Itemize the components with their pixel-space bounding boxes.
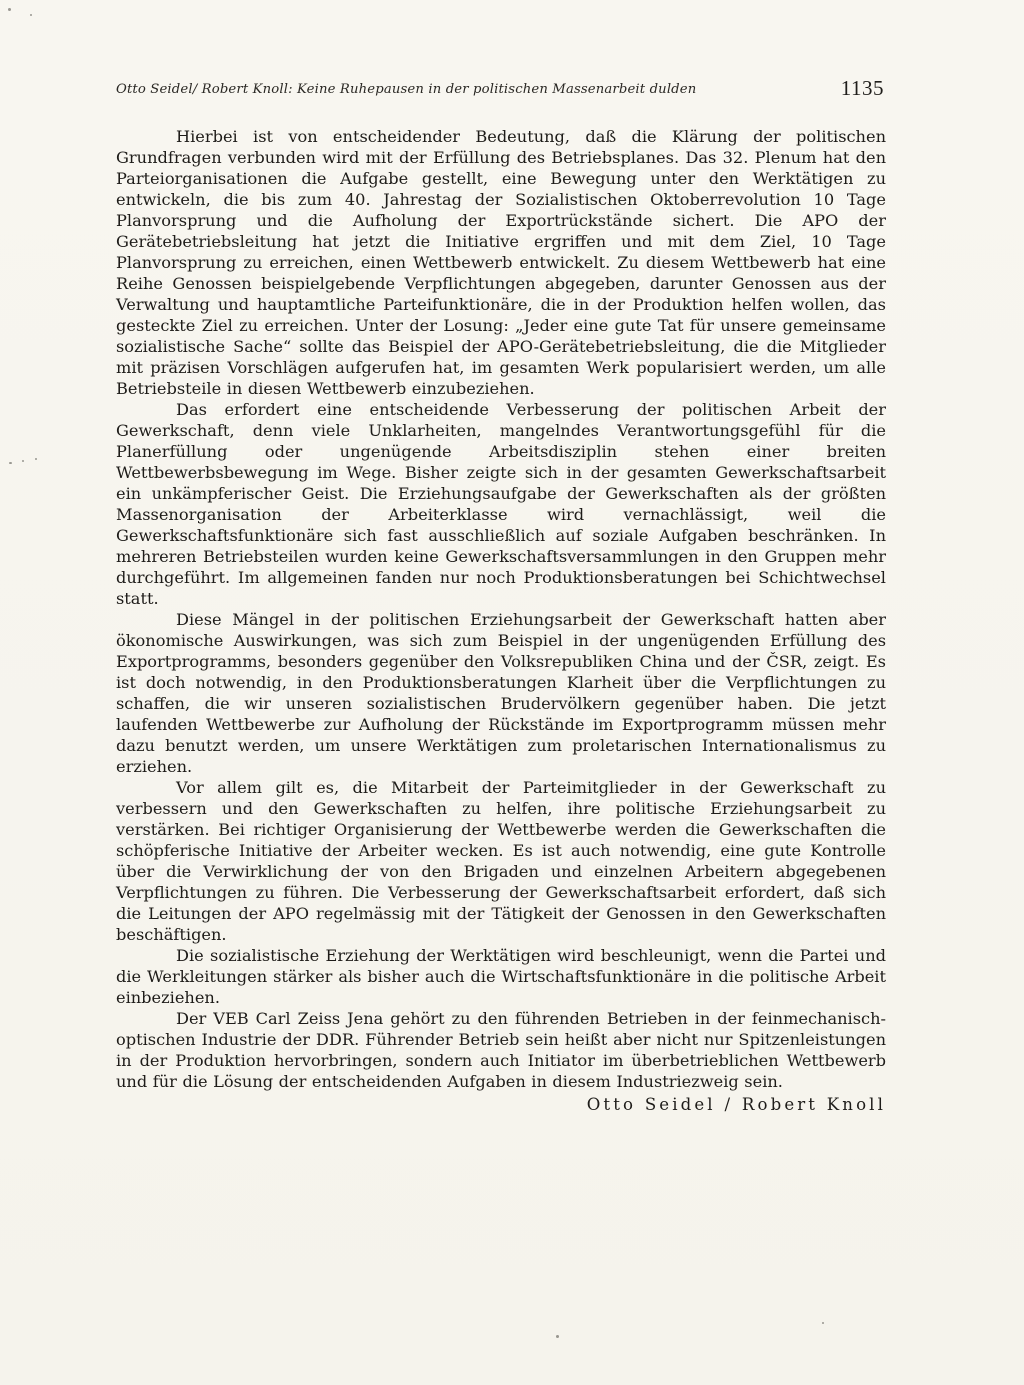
paragraph: Die sozialistische Erziehung der Werktätigen wird beschleunigt, wenn die Partei und die Werkleitungen stärker als bisher auch die Wirtschaftsfunktionäre in die politische Arbeit einbeziehen. xyxy=(116,946,886,1007)
paragraph: Diese Mängel in der politischen Erziehungsarbeit der Gewerkschaft hatten aber ökonomische Auswirkungen, was sich zum Beispiel in der ungenügenden Erfüllung des Exportprogramms, besonders gegenüber den Volksrepubliken China und der ČSR, zeigt. Es ist doch notwendig, in den Produktionsberatungen Klarheit über die Verpflichtungen zu schaffen, die wir unseren sozialistischen Brudervölkern gegenüber haben. Die jetzt laufenden Wettbewerbe zur Aufholung der Rückstände im Exportprogramm müssen mehr dazu benutzt werden, um unsere Werktätigen zum proletarischen Internationalismus zu erziehen. xyxy=(116,610,886,776)
paragraph: Hierbei ist von entscheidender Bedeutung, daß die Klärung der politischen Grundfragen verbunden wird mit der Erfüllung des Betriebsplanes. Das 32. Plenum hat den Parteiorganisationen die Aufgabe gestellt, eine Bewegung unter den Werktätigen zu entwickeln, die bis zum 40. Jahrestag der Sozialistischen Oktoberrevolution 10 Tage Planvorsprung und die Aufholung der Exportrückstände sichert. Die APO der Gerätebetriebsleitung hat jetzt die Initiative ergriffen und mit dem Ziel, 10 Tage Planvorsprung zu erreichen, einen Wettbewerb entwickelt. Zu diesem Wettbewerb hat eine Reihe Genossen beispielgebende Verpflichtungen abgegeben, darunter Genossen aus der Verwaltung und hauptamtliche Parteifunktionäre, die in der Produktion helfen wollen, das gesteckte Ziel zu erreichen. Unter der Losung: „Jeder eine gute Tat für unsere gemeinsame sozialistische Sache“ sollte das Beispiel der APO-Gerätebetriebsleitung, die die Mitglieder mit präzisen Vorschlägen aufgerufen hat, im gesamten Werk popularisiert werden, um alle Betriebsteile in diesen Wettbewerb einzubeziehen. xyxy=(116,127,886,398)
paragraph: Der VEB Carl Zeiss Jena gehört zu den führenden Betrieben in der feinmechanisch-optischen Industrie der DDR. Führender Betrieb sein heißt aber nicht nur Spitzenleistungen in der Produktion hervorbringen, sondern auch Initiator im überbetrieblichen Wettbewerb und für die Lösung der entscheidenden Aufgaben in diesem Industriezweig sein. xyxy=(116,1009,886,1091)
running-head: Otto Seidel/ Robert Knoll: Keine Ruhepausen in der politischen Massenarbeit dulden xyxy=(116,82,697,97)
page-number: 1135 xyxy=(840,76,884,100)
paragraph: Das erfordert eine entscheidende Verbesserung der politischen Arbeit der Gewerkschaft, denn viele Unklarheiten, mangelndes Verantwortungsgefühl für die Planerfüllung oder ungenügende Arbeitsdisziplin stehen einer breiten Wettbewerbsbewegung im Wege. Bisher zeigte sich in der gesamten Gewerkschaftsarbeit ein unkämpferischer Geist. Die Erziehungsaufgabe der Gewerkschaften als der größten Massenorganisation der Arbeiterklasse wird vernachlässigt, weil die Gewerkschaftsfunktionäre sich fast ausschließlich auf soziale Aufgaben beschränken. In mehreren Betriebsteilen wurden keine Gewerkschaftsversammlungen in den Gruppen mehr durchgeführt. Im allgemeinen fanden nur noch Produktionsberatungen bei Schichtwechsel statt. xyxy=(116,400,886,608)
author-signature: Otto Seidel / Robert Knoll xyxy=(586,1095,886,1114)
article-body xyxy=(116,126,886,1116)
paragraph: Vor allem gilt es, die Mitarbeit der Parteimitglieder in der Gewerkschaft zu verbessern und den Gewerkschaften zu helfen, ihre politische Erziehungsarbeit zu verstärken. Bei richtiger Organisierung der Wettbewerbe werden die Gewerkschaften die schöpferische Initiative der Arbeiter wecken. Es ist auch notwendig, eine gute Kontrolle über die Verwirklichung der von den Brigaden und einzelnen Arbeitern abgegebenen Verpflichtungen zu führen. Die Verbesserung der Gewerkschaftsarbeit erfordert, daß sich die Leitungen der APO regelmässig mit der Tätigkeit der Genossen in den Gewerkschaften beschäftigen. xyxy=(116,778,886,944)
page-header xyxy=(116,76,886,106)
